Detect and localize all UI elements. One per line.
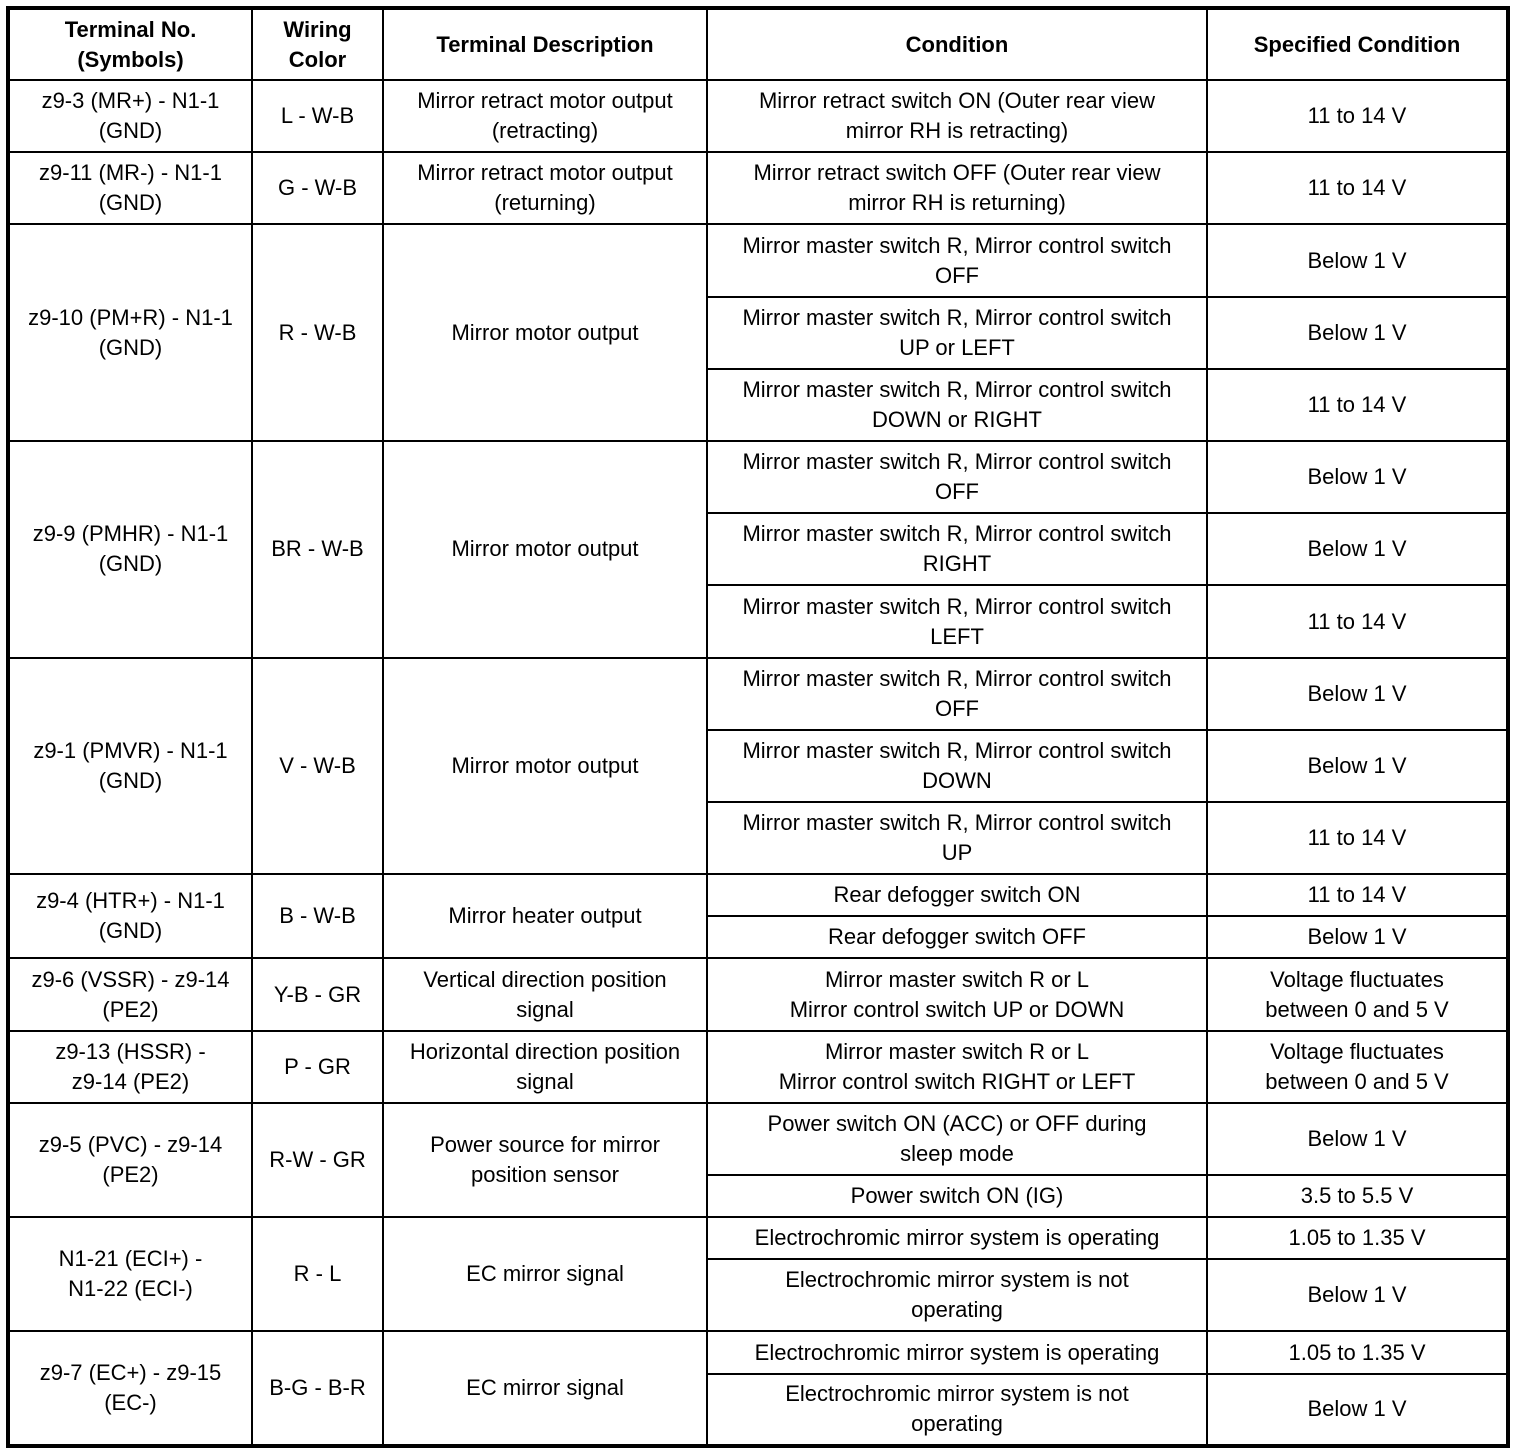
table-row: [8, 1031, 1508, 1103]
header-wiring-color: Wiring Color: [252, 8, 383, 80]
spec-cell: Below 1 V: [1207, 224, 1508, 296]
spec-cell: 11 to 14 V: [1207, 80, 1508, 152]
condition-cell: Electrochromic mirror system is not operating: [707, 1259, 1207, 1331]
condition-cell: Mirror master switch R, Mirror control switch RIGHT: [707, 513, 1207, 585]
condition-cell: Rear defogger switch ON: [707, 874, 1207, 916]
condition-cell: Mirror master switch R or L Mirror control switch RIGHT or LEFT: [707, 1031, 1207, 1103]
terminal-cell: z9-11 (MR-) - N1-1 (GND): [8, 152, 252, 224]
description-cell: EC mirror signal: [383, 1217, 707, 1331]
table-row: [8, 80, 1508, 152]
description-cell: Mirror retract motor output (returning): [383, 152, 707, 224]
spec-cell: 1.05 to 1.35 V: [1207, 1217, 1508, 1259]
terminal-cell: z9-10 (PM+R) - N1-1 (GND): [8, 224, 252, 441]
description-cell: EC mirror signal: [383, 1331, 707, 1446]
condition-cell: Power switch ON (ACC) or OFF during sleep mode: [707, 1103, 1207, 1175]
wiring-cell: L - W-B: [252, 80, 383, 152]
wiring-cell: R - W-B: [252, 224, 383, 441]
condition-cell: Electrochromic mirror system is operating: [707, 1217, 1207, 1259]
table-row: [8, 1217, 1508, 1259]
description-cell: Horizontal direction position signal: [383, 1031, 707, 1103]
table-row: [8, 152, 1508, 224]
wiring-cell: G - W-B: [252, 152, 383, 224]
spec-cell: Below 1 V: [1207, 1259, 1508, 1331]
description-cell: Mirror heater output: [383, 874, 707, 958]
spec-cell: 11 to 14 V: [1207, 585, 1508, 657]
wiring-cell: BR - W-B: [252, 441, 383, 658]
table-row: [8, 1103, 1508, 1175]
spec-cell: Below 1 V: [1207, 441, 1508, 513]
wiring-cell: R-W - GR: [252, 1103, 383, 1217]
spec-cell: Below 1 V: [1207, 513, 1508, 585]
condition-cell: Power switch ON (IG): [707, 1175, 1207, 1217]
table-row: [8, 1331, 1508, 1373]
header-terminal-description: Terminal Description: [383, 8, 707, 80]
condition-cell: Electrochromic mirror system is not operating: [707, 1374, 1207, 1446]
wiring-cell: B - W-B: [252, 874, 383, 958]
terminal-cell: z9-5 (PVC) - z9-14 (PE2): [8, 1103, 252, 1217]
condition-cell: Mirror master switch R, Mirror control switch UP or LEFT: [707, 297, 1207, 369]
table-row: [8, 224, 1508, 296]
table-row: [8, 874, 1508, 916]
spec-cell: Below 1 V: [1207, 297, 1508, 369]
wiring-cell: P - GR: [252, 1031, 383, 1103]
terminal-cell: z9-3 (MR+) - N1-1 (GND): [8, 80, 252, 152]
description-cell: Vertical direction position signal: [383, 958, 707, 1030]
condition-cell: Mirror master switch R, Mirror control switch OFF: [707, 658, 1207, 730]
terminal-cell: z9-9 (PMHR) - N1-1 (GND): [8, 441, 252, 658]
spec-cell: Voltage fluctuates between 0 and 5 V: [1207, 1031, 1508, 1103]
wiring-cell: V - W-B: [252, 658, 383, 875]
wiring-cell: B-G - B-R: [252, 1331, 383, 1446]
condition-cell: Mirror retract switch OFF (Outer rear view mirror RH is returning): [707, 152, 1207, 224]
header-terminal: Terminal No. (Symbols): [8, 8, 252, 80]
condition-cell: Mirror master switch R, Mirror control switch DOWN or RIGHT: [707, 369, 1207, 441]
description-cell: Mirror motor output: [383, 224, 707, 441]
condition-cell: Mirror master switch R, Mirror control switch DOWN: [707, 730, 1207, 802]
table-row: [8, 658, 1508, 730]
terminal-cell: z9-4 (HTR+) - N1-1 (GND): [8, 874, 252, 958]
spec-cell: 11 to 14 V: [1207, 152, 1508, 224]
spec-cell: Below 1 V: [1207, 916, 1508, 958]
condition-cell: Mirror master switch R, Mirror control switch OFF: [707, 224, 1207, 296]
terminal-cell: z9-6 (VSSR) - z9-14 (PE2): [8, 958, 252, 1030]
description-cell: Power source for mirror position sensor: [383, 1103, 707, 1217]
description-cell: Mirror motor output: [383, 658, 707, 875]
spec-cell: Below 1 V: [1207, 658, 1508, 730]
terminal-cell: z9-1 (PMVR) - N1-1 (GND): [8, 658, 252, 875]
terminal-spec-table: [6, 6, 1510, 1448]
condition-cell: Mirror master switch R, Mirror control switch LEFT: [707, 585, 1207, 657]
spec-cell: 11 to 14 V: [1207, 802, 1508, 874]
wiring-cell: R - L: [252, 1217, 383, 1331]
header-condition: Condition: [707, 8, 1207, 80]
condition-cell: Mirror master switch R, Mirror control switch OFF: [707, 441, 1207, 513]
condition-cell: Rear defogger switch OFF: [707, 916, 1207, 958]
table-row: [8, 958, 1508, 1030]
header-row: [8, 8, 1508, 80]
condition-cell: Electrochromic mirror system is operating: [707, 1331, 1207, 1373]
spec-cell: 3.5 to 5.5 V: [1207, 1175, 1508, 1217]
header-specified-condition: Specified Condition: [1207, 8, 1508, 80]
spec-cell: 11 to 14 V: [1207, 874, 1508, 916]
spec-cell: 1.05 to 1.35 V: [1207, 1331, 1508, 1373]
spec-cell: Below 1 V: [1207, 1103, 1508, 1175]
condition-cell: Mirror retract switch ON (Outer rear view mirror RH is retracting): [707, 80, 1207, 152]
wiring-cell: Y-B - GR: [252, 958, 383, 1030]
table-row: [8, 441, 1508, 513]
description-cell: Mirror retract motor output (retracting): [383, 80, 707, 152]
spec-cell: Below 1 V: [1207, 1374, 1508, 1446]
terminal-cell: z9-7 (EC+) - z9-15 (EC-): [8, 1331, 252, 1446]
description-cell: Mirror motor output: [383, 441, 707, 658]
spec-cell: 11 to 14 V: [1207, 369, 1508, 441]
condition-cell: Mirror master switch R, Mirror control switch UP: [707, 802, 1207, 874]
spec-cell: Below 1 V: [1207, 730, 1508, 802]
condition-cell: Mirror master switch R or L Mirror control switch UP or DOWN: [707, 958, 1207, 1030]
terminal-cell: z9-13 (HSSR) - z9-14 (PE2): [8, 1031, 252, 1103]
terminal-cell: N1-21 (ECI+) - N1-22 (ECI-): [8, 1217, 252, 1331]
spec-cell: Voltage fluctuates between 0 and 5 V: [1207, 958, 1508, 1030]
